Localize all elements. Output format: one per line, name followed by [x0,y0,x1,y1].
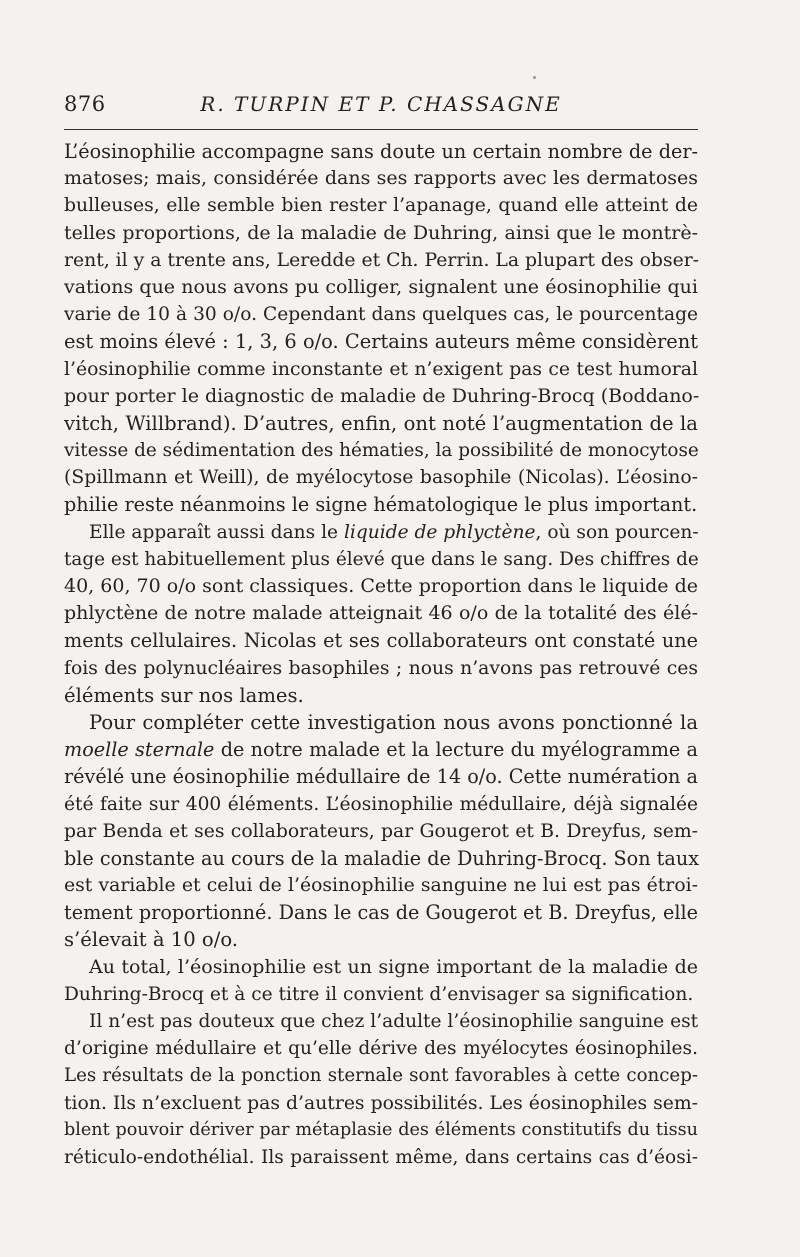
italic-term: moelle sternale [64,738,215,762]
text-line: s’élevait à 10 o/o. [64,928,239,952]
running-head: R. TURPIN ET P. CHASSAGNE [200,92,562,116]
text-run: Elle apparaît aussi dans le [89,521,344,543]
text-line: vations que nous avons pu colliger, signalent une éosinophilie qui [64,275,698,298]
text-line: éléments sur nos lames. [64,683,304,707]
text-line [64,519,698,546]
body-text [64,138,698,1171]
text-line: est moins élevé : 1, 3, 6 o/o. Certains auteurs même considèrent [64,330,698,354]
text-line: révélé une éosinophilie médullaire de 14 o/o. Cette numération a [64,765,698,789]
text-line: Il n’est pas douteux que chez l’adulte l’éosinophilie sanguine est [89,1011,699,1032]
page-number: 876 [64,92,106,116]
text-line: Les résultats de la ponction sternale sont favorables à cette concep- [64,1065,698,1087]
text-line: phlyctène de notre malade atteignait 46 o/o de la totalité des élé- [64,602,698,625]
text-line: Duhring-Brocq et à ce titre il convient d’envisager sa signification. [64,983,694,1005]
print-speck [533,76,536,79]
text-line: tage est habituellement plus élevé que dans le sang. Des chiffres de [64,548,699,570]
text-line: pour porter le diagnostic de maladie de Duhring-Brocq (Boddano- [64,384,700,407]
text-line: Pour compléter cette investigation nous avons ponctionné la [89,710,698,734]
text-run: , où son pourcen- [535,521,699,543]
text-line: philie reste néanmoins le signe hématologique le plus important. [64,493,698,517]
text-line: par Benda et ses collaborateurs, par Gougerot et B. Dreyfus, sem- [64,820,698,842]
text-line: vitch, Willbrand). D’autres, enfin, ont noté l’augmentation de la [64,411,698,435]
text-line [64,736,698,763]
text-line: bulleuses, elle semble bien rester l’apanage, quand elle atteint de [64,195,698,217]
text-line: réticulo-endothélial. Ils paraissent même, dans certains cas d’éosi- [64,1146,698,1168]
text-line: fois des polynucléaires basophiles ; nous n’avons pas retrouvé ces [64,657,698,679]
text-line: varie de 10 à 30 o/o. Cependant dans quelques cas, le pourcentage [64,304,698,326]
text-line: l’éosinophilie comme inconstante et n’exigent pas ce test humoral [64,358,698,380]
text-line: tement proportionné. Dans le cas de Gougerot et B. Dreyfus, elle [64,901,698,925]
header-rule [64,129,698,130]
text-line: été faite sur 400 éléments. L’éosinophilie médullaire, déjà signalée [64,793,698,815]
text-line: telles proportions, de la maladie de Duhring, ainsi que le montrè- [64,221,698,244]
text-line: d’origine médullaire et qu’elle dérive des myélocytes éosinophiles. [64,1038,698,1060]
text-line: L’éosinophilie accompagne sans doute un certain nombre de der- [64,140,698,163]
text-line: blent pouvoir dériver par métaplasie des éléments constitutifs du tissu [64,1119,698,1140]
page-header [64,92,698,122]
text-line: matoses; mais, considérée dans ses rapports avec les dermatoses [64,167,698,190]
text-line: vitesse de sédimentation des hématies, la possibilité de monocytose [64,440,699,462]
text-line: ments cellulaires. Nicolas et ses collaborateurs ont constaté une [64,629,698,653]
text-line: (Spillmann et Weill), de myélocytose basophile (Nicolas). L’éosino- [64,467,698,489]
text-line: est variable et celui de l’éosinophilie sanguine ne lui est pas étroi- [64,875,698,897]
text-line: ble constante au cours de la maladie de Duhring-Brocq. Son taux [64,846,700,870]
text-line: Au total, l’éosinophilie est un signe important de la maladie de [89,955,698,978]
text-line: 40, 60, 70 o/o sont classiques. Cette proportion dans le liquide de [64,575,698,597]
text-run: de notre malade et la lecture du myélogramme a [214,738,699,762]
text-line: rent, il y a trente ans, Leredde et Ch. Perrin. La plupart des obser- [64,249,700,271]
italic-term: liquide de phlyctène [343,521,536,543]
text-line: tion. Ils n’excluent pas d’autres possibilités. Les éosinophiles sem- [64,1092,698,1114]
